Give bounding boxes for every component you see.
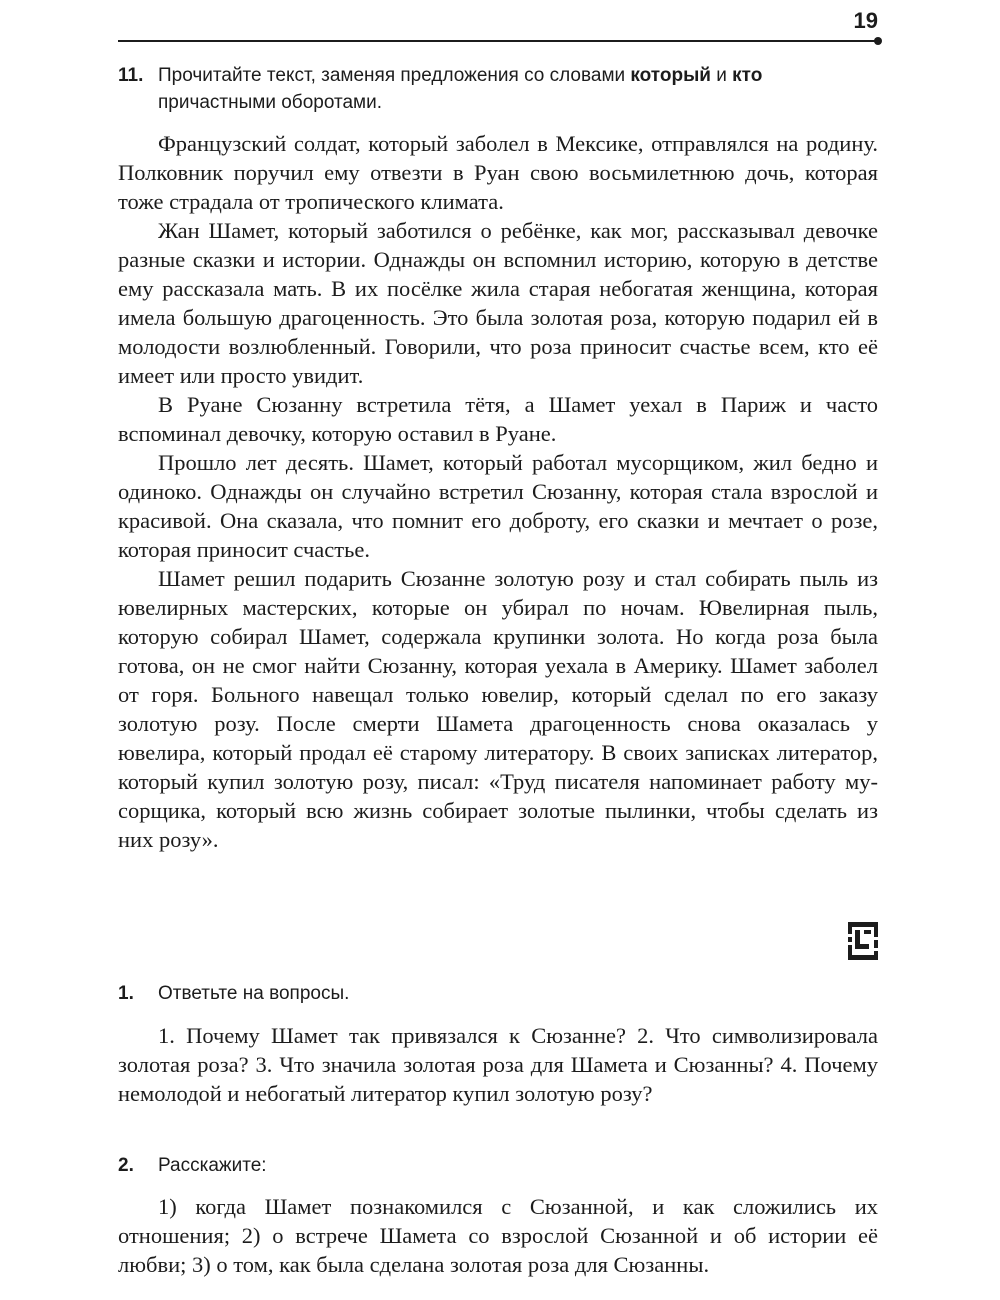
header-rule bbox=[118, 40, 876, 42]
keyword-kotoryj: который bbox=[630, 65, 711, 86]
story-paragraph: Французский солдат, который заболел в Мексике, отправлялся на родину. Полковник поручил ему отвезти в Руан свою восьмилетнюю дочь, которая тоже страдала от тропического климата. bbox=[118, 131, 878, 214]
question-2-heading bbox=[118, 1152, 878, 1179]
question-1-text bbox=[118, 1021, 878, 1108]
header-dot bbox=[874, 37, 882, 45]
story-paragraph: В Руане Сюзанну встретила тётя, а Шамет уехал в Париж и часто вспоминал девочку, которую оставил в Руане. bbox=[118, 392, 878, 446]
keyword-kto: кто bbox=[732, 65, 763, 86]
question-1-label: Ответьте на вопросы. bbox=[158, 983, 350, 1004]
question-1-paragraph: 1. Почему Шамет так привязался к Сюзанне? 2. Что символизировала золотая роза? 3. Что значила золотая роза для Шамета и Сюзанны? 4. Почему немолодой и небогатый литератор купил золотую розу? bbox=[118, 1023, 878, 1106]
exercise-number: 11. bbox=[118, 65, 144, 86]
question-1-heading bbox=[118, 980, 878, 1007]
question-2-label: Расскажите: bbox=[158, 1155, 267, 1176]
exercise-text: Прочитайте текст, заменяя предложения со словами который и кто причастными оборотами. bbox=[158, 65, 763, 113]
exercise-11-instruction bbox=[118, 62, 878, 116]
question-2-paragraph: 1) когда Шамет познакомился с Сюзанной, и как сложились их отношения; 2) о встрече Шамета со взрослой Сюзанной и об истории её любви; 3) о том, как была сделана золотая роза для Сюзанны. bbox=[118, 1194, 878, 1277]
section-marker-icon bbox=[848, 922, 878, 960]
question-2-number: 2. bbox=[118, 1155, 134, 1176]
question-2-text bbox=[118, 1192, 878, 1279]
story-paragraph: Прошло лет десять. Шамет, который работал мусорщиком, жил бедно и одиноко. Однажды он случайно встретил Сюзанну, которая стала взрослой и красивой. Она сказала, что помнит его доброту, его сказки и мечтает о розе, которая приносит счастье. bbox=[118, 450, 878, 562]
question-1-number: 1. bbox=[118, 983, 134, 1004]
page-number: 19 bbox=[853, 8, 878, 33]
story-paragraph: Шамет решил подарить Сюзанне золотую розу и стал собирать пыль из ювелирных мастерских, которые он убирал по ночам. Ювелирная пыль, которую собирал Шамет, содержала крупинки золота. Но когда роза была готова, он не смог найти Сюзанну, которая уехала в Америку. Шамет заболел от горя. Больного навещал только ювелир, который сделал по его заказу золотую розу. После смерти Шамета драгоценность снова оказалась у ювелира, который продал её старому литератору. В своих записках литератор, который купил золотую розу, писал: «Труд писателя напоминает работу мусорщика, который всю жизнь собирает золотые пылинки, чтобы сделать из них розу». bbox=[118, 566, 878, 852]
story-paragraph: Жан Шамет, который заботился о ребёнке, как мог, рассказывал девочке разные сказки и истории. Однажды он вспомнил историю, которую в детстве ему рассказала мать. В их посёлке жила старая небогатая женщина, которая имела большую драгоценность. Это была золотая роза, которую подарил ей в молодости возлюбленный. Говорили, что роза приносит счастье всем, кто её имеет или просто увидит. bbox=[118, 218, 878, 388]
story-text bbox=[118, 129, 878, 854]
